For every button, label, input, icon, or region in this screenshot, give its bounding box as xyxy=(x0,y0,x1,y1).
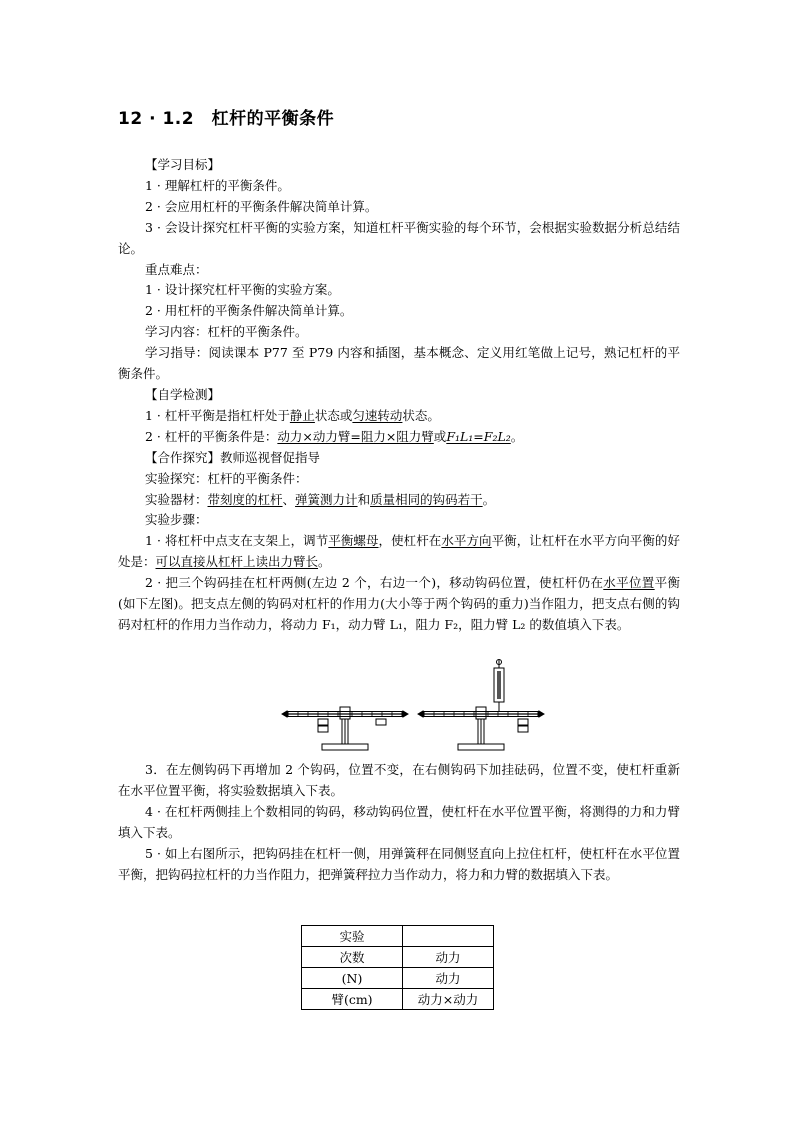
content-line xyxy=(118,322,680,343)
step-3: 3．在左侧钩码下再增加 2 个钩码，位置不变，在右侧钩码下加挂砝码，位置不变，使杠杆重新在水平位置平衡，将实验数据填入下表。 xyxy=(118,762,680,798)
answer: 水平方向 xyxy=(441,533,492,549)
key-2: 2 · 用杠杆的平衡条件解决简单计算。 xyxy=(145,303,353,319)
goal-1: 1 · 理解杠杆的平衡条件。 xyxy=(145,177,290,193)
self-heading: 【自学检测】 xyxy=(145,386,221,402)
text: 2 · 杠杆的平衡条件是： xyxy=(145,428,278,444)
table-cell: 次数 xyxy=(302,947,403,968)
guide-text: 阅读课本 P77 至 P79 内容和插图，基本概念、定义用红笔做上记号，熟记杠杆的平衡条件。 xyxy=(118,345,680,382)
table-cell: 动力 xyxy=(403,947,494,968)
step-1 xyxy=(118,531,680,573)
goal-3: 3 · 会设计探究杠杆平衡的实验方案，知道杠杆平衡实验的每个环节，会根据实验数据分析总结结论。 xyxy=(118,219,680,256)
formula-answer: F₁L₁=F₂L₂ xyxy=(446,428,511,444)
table-cell: 动力×动力 xyxy=(403,989,494,1010)
answer: 平衡螺母 xyxy=(328,533,379,549)
table-row xyxy=(302,989,494,1010)
answer: 匀速转动 xyxy=(352,407,403,423)
text: 状态。 xyxy=(402,407,440,423)
text: 平衡，让杠杆在水平方向平衡的好处是： xyxy=(118,533,680,570)
guide-label: 学习指导： xyxy=(145,345,209,361)
coop-heading: 【合作探究】教师巡视督促指导 xyxy=(145,449,321,465)
answer: 可以直接从杠杆上读出力臂长 xyxy=(155,554,319,570)
equipment-line xyxy=(118,490,680,511)
text: 和 xyxy=(357,491,371,507)
text: 1 · 将杠杆中点支在支架上，调节 xyxy=(145,533,329,549)
step-2 xyxy=(118,573,680,636)
spring-scale xyxy=(494,660,504,712)
answer: 带刻度的杠杆 xyxy=(207,491,283,507)
answer: 弹簧测力计 xyxy=(295,491,358,507)
self-check-2 xyxy=(118,427,680,448)
steps-heading: 实验步骤： xyxy=(145,512,208,528)
right-lever-diagram xyxy=(418,660,544,751)
step-5: 5 · 如上右图所示，把钩码挂在杠杆一侧，用弹簧秤在同侧竖直向上拉住杠杆，使杠杆在水平位置平衡，把钩码拉杠杆的力当作阻力，把弹簧秤拉力当作动力，将力和力臂的数据填入下表。 xyxy=(118,845,680,882)
goals-heading: 【学习目标】 xyxy=(145,157,221,172)
main-text xyxy=(118,155,680,636)
content-label: 学习内容： xyxy=(145,324,208,340)
goal-2: 2 · 会应用杠杆的平衡条件解决简单计算。 xyxy=(145,198,378,214)
lever-figure xyxy=(280,658,550,760)
exp-title: 实验探究：杠杆的平衡条件： xyxy=(145,470,308,486)
text: 2 · 把三个钩码挂在杠杆两侧(左边 2 个，右边一个)，移动钩码位置，使杠杆仍在 xyxy=(145,575,604,591)
key-1: 1 · 设计探究杠杆平衡的实验方案。 xyxy=(145,282,340,298)
text: 或 xyxy=(433,428,447,444)
text: 1 · 杠杆平衡是指杠杆处于 xyxy=(145,407,290,423)
text: ，使杠杆在 xyxy=(378,533,442,549)
table-cell: 臂(cm) xyxy=(302,989,403,1010)
table-cell: 实验 xyxy=(302,926,403,947)
table-row xyxy=(302,926,494,947)
text: 、 xyxy=(282,491,296,507)
text: 。 xyxy=(318,554,331,570)
text: 状态或 xyxy=(314,407,353,423)
table-cell: 动力 xyxy=(403,968,494,989)
guide-line xyxy=(118,343,680,385)
text: 平衡(如下左图)。把支点左侧的钩码对杠杆的作用力(大小等于两个钩码的重力)当作阻力，把支点右侧的钩码对杠杆的作用力当作动力，将动力 F₁，动力臂 L₁，阻力 F₂，阻力臂 L₂ 的数值填入下表。 xyxy=(118,575,680,632)
text: 。 xyxy=(482,491,496,507)
table-cell: (N) xyxy=(302,968,403,989)
text: 实验器材： xyxy=(145,491,208,507)
data-table xyxy=(301,925,494,1010)
answer: 水平位置 xyxy=(603,575,655,591)
content-text: 杠杆的平衡条件。 xyxy=(207,324,308,340)
key-heading: 重点难点： xyxy=(145,261,208,277)
step-4: 4 · 在杠杆两侧挂上个数相同的钩码，移动钩码位置，使杠杆在水平位置平衡，将测得的力和力臂填入下表。 xyxy=(118,803,680,840)
table-cell xyxy=(403,926,494,947)
self-check-1 xyxy=(118,406,680,427)
answer: 质量相同的钩码若干 xyxy=(370,491,483,507)
answer: 静止 xyxy=(289,407,315,423)
table-row xyxy=(302,947,494,968)
table-row xyxy=(302,968,494,989)
steps-continued xyxy=(118,760,680,885)
answer: 动力×动力臂=阻力×阻力臂 xyxy=(277,428,434,444)
left-lever-diagram xyxy=(282,707,408,750)
page-title: 12 · 1.2 杠杆的平衡条件 xyxy=(118,109,335,129)
text: 。 xyxy=(510,428,524,444)
